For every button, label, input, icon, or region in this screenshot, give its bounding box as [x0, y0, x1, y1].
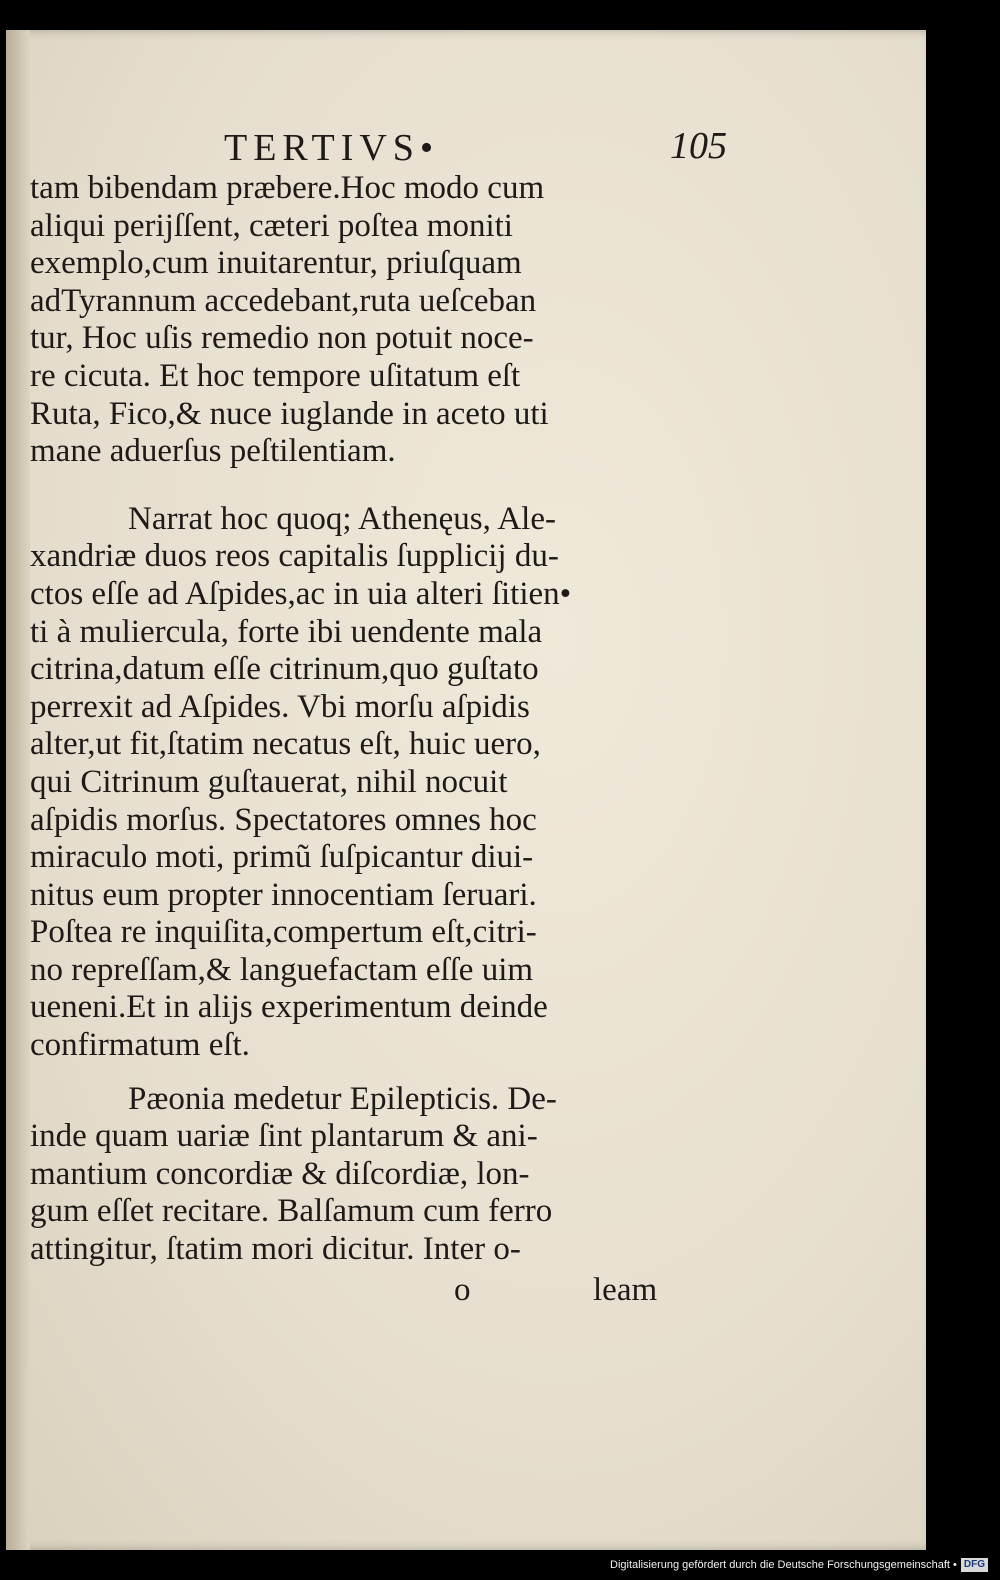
paragraph: [30, 1081, 680, 1269]
text-line: perrexit ad Aſpides. Vbi morſu aſpidis: [30, 688, 530, 725]
catchword: leam: [593, 1272, 658, 1308]
book-page: [6, 30, 926, 1550]
text-line: citrina,datum eſſe citrinum,quo guſtato: [30, 651, 539, 688]
text-line: tam bibendam præbere.Hoc modo cum: [30, 170, 545, 206]
text-line: aliqui perijſſent, cæteri poſtea moniti: [30, 207, 513, 244]
text-line: alter,ut fit,ſtatim necatus eſt, huic uero,: [30, 726, 541, 763]
text-line: no repreſſam,& languefactam eſſe uim: [30, 951, 534, 988]
digitization-credit: [610, 1556, 988, 1574]
text-line: mantium concordiæ & diſcordiæ, lon-: [30, 1155, 530, 1192]
paragraph-spacer: [30, 471, 680, 501]
page-gutter: [6, 30, 30, 1550]
paragraph-spacer: [30, 1065, 680, 1081]
text-line: attingitur, ſtatim mori dicitur. Inter o-: [30, 1231, 521, 1268]
text-line: miraculo moti, primũ ſuſpicantur diui-: [30, 839, 534, 876]
text-line: exemplo,cum inuitarentur, priuſquam: [30, 245, 522, 282]
text-line: re cicuta. Et hoc tempore uſitatum eſt: [30, 357, 521, 394]
text-line: ti à muliercula, forte ibi uendente mala: [30, 613, 543, 650]
text-line: qui Citrinum guſtauerat, nihil nocuit: [30, 763, 508, 800]
running-title: TERTIVS•: [224, 127, 440, 169]
text-line: xandriæ duos reos capitalis ſupplicij du-: [30, 538, 559, 575]
text-line: adTyrannum accedebant,ruta ueſceban: [30, 282, 537, 319]
running-head: [6, 92, 926, 169]
text-line: aſpidis morſus. Spectatores omnes hoc: [30, 801, 537, 838]
text-line: Poſtea re inquiſita,compertum eſt,citri-: [30, 914, 537, 951]
text-line: Pæonia medetur Epilepticis. De-: [128, 1080, 557, 1117]
text-line: ueneni.Et in alijs experimentum deinde: [30, 989, 548, 1026]
signature-mark: o: [454, 1272, 471, 1308]
text-line: Ruta, Fico,& nuce iuglande in aceto uti: [30, 395, 549, 432]
body-text: [30, 170, 680, 1269]
text-line: mane aduerſus peſtilentiam.: [30, 433, 396, 470]
paragraph: [30, 501, 680, 1065]
page-foot: [6, 1272, 926, 1312]
credit-text: Digitalisierung gefördert durch die Deutsche Forschungsgemeinschaft •: [610, 1559, 957, 1571]
page-number: 105: [670, 125, 727, 167]
text-line: ctos eſſe ad Aſpides,ac in uia alteri ſitien•: [30, 575, 572, 612]
text-line: inde quam uariæ ſint plantarum & ani-: [30, 1118, 538, 1155]
text-line: nitus eum propter innocentiam ſeruari.: [30, 876, 537, 913]
text-line: confirmatum eſt.: [30, 1027, 250, 1064]
dfg-logo-icon: DFG: [961, 1558, 988, 1572]
text-line: tur, Hoc uſis remedio non potuit noce-: [30, 320, 534, 357]
text-line: Narrat hoc quoq; Athenęus, Ale-: [128, 500, 556, 537]
text-line: gum eſſet recitare. Balſamum cum ferro: [30, 1193, 553, 1230]
paragraph: [30, 170, 680, 471]
